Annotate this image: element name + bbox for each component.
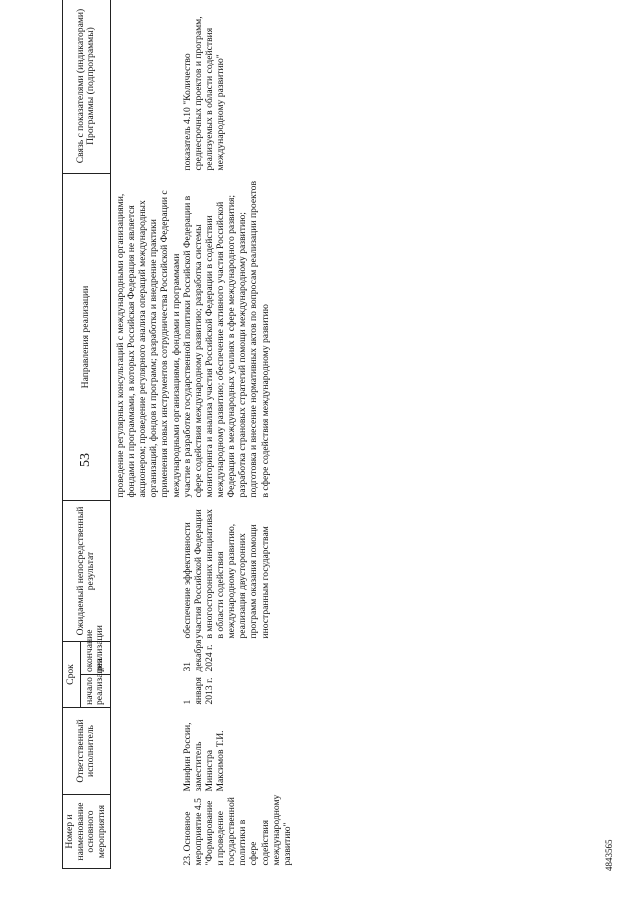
header-start: начало реализации bbox=[80, 675, 110, 708]
page-number: 53 bbox=[78, 453, 93, 467]
row-end: 31 декабря 2024 г. bbox=[181, 639, 215, 672]
row-result: обеспечение эффективности участия Российской Федерации в многосторонних инициативах в области содействия международному развитию, реализация двусторонних программ оказания помощи иностранным государствам bbox=[181, 509, 271, 639]
table-header-row bbox=[63, 0, 81, 869]
header-result: Ожидаемый непосредственный результат bbox=[63, 501, 111, 642]
continuation-directions: проведение регулярных консультаций с международными организациями, фондами и программами, в которых Российская Федерация не является акционером; проведение регулярного анализа операций международных организаций, фондов и программ; разработка и внедрение практики применения новых инструментов сотрудничества Российской Федерации с международными организациями, фондами и программами bbox=[114, 190, 182, 498]
header-directions: Направления реализации bbox=[63, 174, 111, 501]
header-link: Связь с показателями (индикаторами) Программы (подпрограммы) bbox=[63, 0, 111, 174]
header-term: Срок bbox=[63, 642, 81, 708]
row-executor: Минфин России, заместитель Министра Максимов Т.И. bbox=[181, 722, 227, 792]
document-id: 4843565 bbox=[604, 839, 614, 871]
table-row bbox=[182, 0, 293, 869]
row-name: Основное мероприятие 4.5 "Формирование и проведение государственной политики в сфере содействия международному развитию" bbox=[181, 794, 293, 866]
continuation-row bbox=[110, 0, 181, 869]
row-number-name bbox=[182, 795, 293, 869]
row-number: 23. bbox=[181, 853, 193, 866]
header-executor: Ответственный исполнитель bbox=[63, 708, 111, 795]
row-start: 1 января 2013 г. bbox=[181, 677, 215, 705]
header-number-name: Номер и наименование основного мероприятия bbox=[63, 795, 111, 869]
row-link: показатель 4.10 "Количество среднесрочных проектов и программ, реализуемых в области содействия международному развитию" bbox=[181, 16, 227, 171]
header-end: окончание реализации bbox=[80, 642, 110, 675]
row-directions: участие в разработке государственной политики Российской Федерации в сфере содействия международному развитию; разработка системы мониторинга и анализа участия Российской Федерации в содействии международному развитию; обеспечение активного участия Российской Федерации в международных усилиях в сфере международного развития; разработка страновых стратегий помощи международному развитию; подготовка и внесение нормативных актов по вопросам реализации проектов в сфере содействия международному развитию bbox=[181, 180, 271, 498]
activities-table bbox=[62, 0, 293, 869]
